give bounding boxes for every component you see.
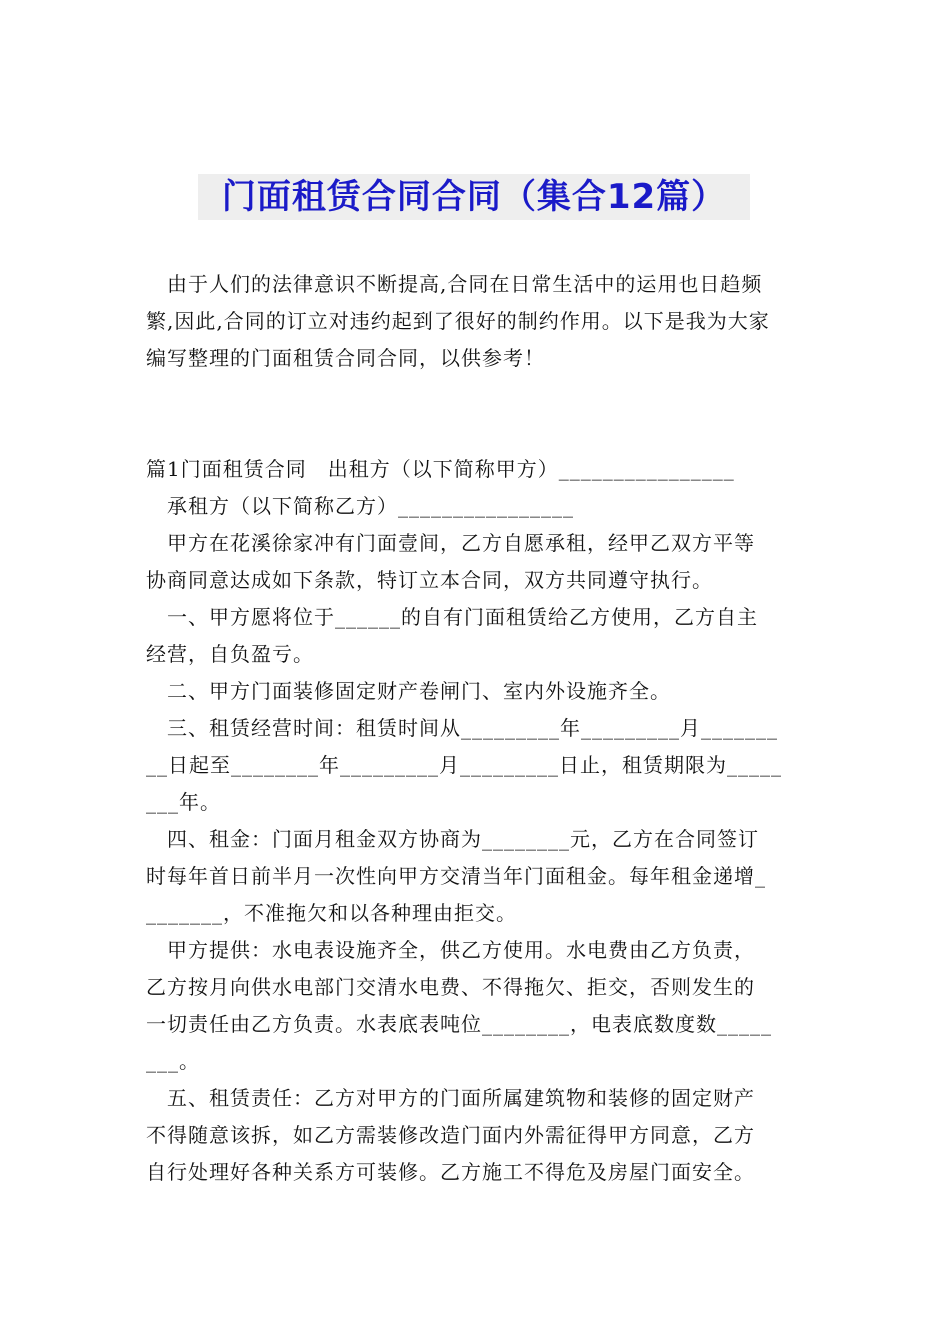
document-title: 门面租赁合同合同（集合12篇） <box>221 177 727 217</box>
contract-line: 协商同意达成如下条款，特订立本合同，双方共同遵守执行。 <box>146 568 713 592</box>
contract-line: 经营，自负盈亏。 <box>146 642 314 666</box>
contract-line: ___。 <box>146 1049 200 1073</box>
intro-line: 编写整理的门面租赁合同合同，以供参考！ <box>146 346 545 370</box>
intro-line: 由于人们的法律意识不断提高,合同在日常生活中的运用也日趋频 <box>146 272 763 296</box>
contract-line: 不得随意该拆，如乙方需装修改造门面内外需征得甲方同意，乙方 <box>146 1123 755 1147</box>
contract-line: ___年。 <box>146 790 221 814</box>
contract-line: 四、租金：门面月租金双方协商为________元，乙方在合同签订 <box>146 827 759 851</box>
contract-line: 自行处理好各种关系方可装修。乙方施工不得危及房屋门面安全。 <box>146 1160 755 1184</box>
contract-line: 甲方提供：水电表设施齐全，供乙方使用。水电费由乙方负责， <box>146 938 755 962</box>
contract-heading-line: 篇1门面租赁合同 出租方（以下简称甲方）________________ <box>146 457 735 481</box>
contract-line: 五、租赁责任：乙方对甲方的门面所属建筑物和装修的固定财产 <box>146 1086 755 1110</box>
intro-line: 繁,因此,合同的订立对违约起到了很好的制约作用。以下是我为大家 <box>146 309 770 333</box>
contract-line: __日起至________年_________月_________日止，租赁期限为_____ <box>146 753 782 777</box>
contract-line: 承租方（以下简称乙方）________________ <box>146 494 574 518</box>
contract-line: 甲方在花溪徐家冲有门面壹间，乙方自愿承租，经甲乙双方平等 <box>146 531 755 555</box>
contract-line: 一切责任由乙方负责。水表底表吨位________，电表底数度数_____ <box>146 1012 772 1036</box>
title-banner <box>198 174 750 220</box>
contract-line: 二、甲方门面装修固定财产卷闸门、室内外设施齐全。 <box>146 679 671 703</box>
contract-line: 乙方按月向供水电部门交清水电费、不得拖欠、拒交，否则发生的 <box>146 975 755 999</box>
contract-line: _______，不准拖欠和以各种理由拒交。 <box>146 901 517 925</box>
contract-body <box>146 451 810 1191</box>
contract-line: 时每年首日前半月一次性向甲方交清当年门面租金。每年租金递增_ <box>146 864 766 888</box>
contract-line: 一、甲方愿将位于______的自有门面租赁给乙方使用，乙方自主 <box>146 605 758 629</box>
contract-line: 三、租赁经营时间：租赁时间从_________年_________月_______ <box>146 716 778 740</box>
intro-paragraph <box>146 266 810 377</box>
